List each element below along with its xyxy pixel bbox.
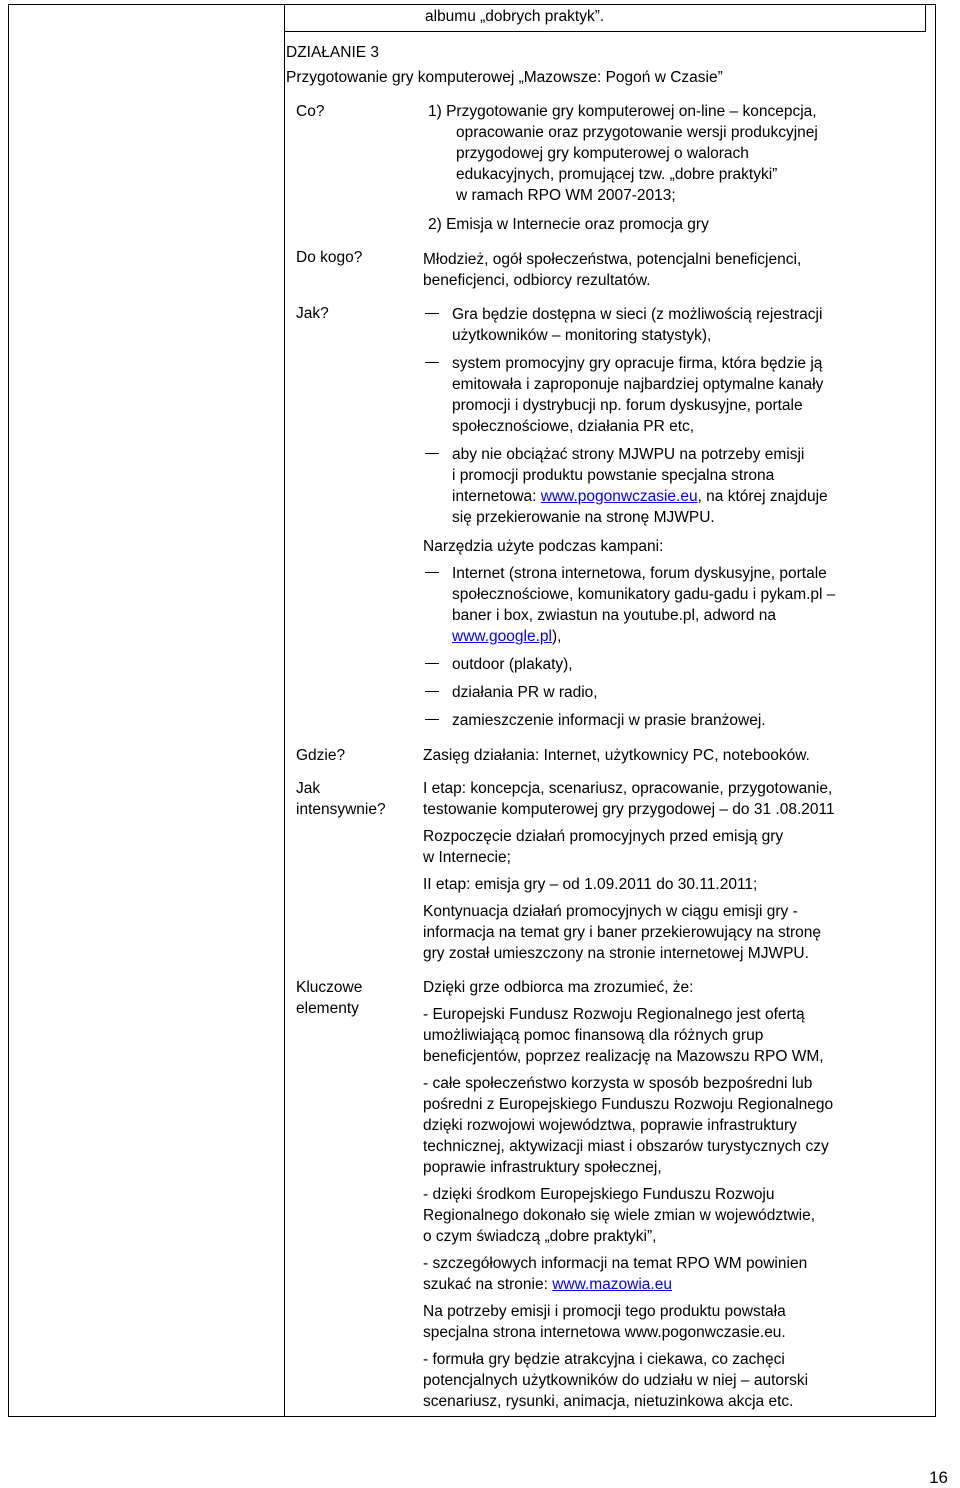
intensywnie-p1-line1: I etap: koncepcja, scenariusz, opracowanie, przygotowanie,	[423, 780, 833, 797]
dash-bullet	[425, 572, 439, 573]
label-do-kogo: Do kogo?	[296, 249, 363, 266]
kluczowe-k4-line2	[423, 1274, 672, 1295]
tools-t1-line3: baner i box, zwiastun na youtube.pl, adword na	[452, 607, 776, 624]
tools-heading: Narzędzia użyte podczas kampani:	[423, 538, 664, 555]
jak-b2-line1: system promocyjny gry opracuje firma, która będzie ją	[452, 355, 823, 372]
co-item1-line2: opracowanie oraz przygotowanie wersji produkcyjnej	[456, 124, 818, 141]
kluczowe-k4-line1: - szczegółowych informacji na temat RPO WM powinien	[423, 1255, 808, 1272]
intensywnie-p4-line3: gry został umieszczony na stronie internetowej MJWPU.	[423, 945, 809, 962]
jak-b3-line2: i promocji produktu powstanie specjalna strona	[452, 467, 775, 484]
label-gdzie: Gdzie?	[296, 747, 346, 764]
jak-b2-line2: emitowała i zaproponuje najbardziej optymalne kanały	[452, 376, 824, 393]
co-item1-line4: edukacyjnych, promującej tzw. „dobre praktyki”	[456, 166, 778, 183]
kluczowe-k1-line3: beneficjentów, poprzez realizację na Mazowszu RPO WM,	[423, 1048, 824, 1065]
label-jak: Jak?	[296, 305, 329, 322]
dash-bullet	[425, 453, 439, 454]
kluczowe-k3-line2: Regionalnego dokonało się wiele zmian w województwie,	[423, 1207, 816, 1224]
tools-t1-line2: społecznościowe, komunikatory gadu-gadu i pykam.pl –	[452, 586, 836, 603]
top-note: albumu „dobrych praktyk”.	[425, 8, 605, 25]
kluczowe-k1-line2: umożliwiającą pomoc finansową dla różnych grup	[423, 1027, 764, 1044]
dash-bullet	[425, 313, 439, 314]
jak-b3-line3	[452, 486, 828, 507]
jak-b3-link-suffix: , na której znajduje	[697, 488, 828, 505]
kluczowe-k2-line2: pośredni z Europejskiego Funduszu Rozwoju Regionalnego	[423, 1096, 834, 1113]
tools-t2: outdoor (plakaty),	[452, 656, 573, 673]
jak-b2-line3: promocji i dystrybucji np. forum dyskusyjne, portale	[452, 397, 803, 414]
label-kluczowe-1: Kluczowe	[296, 979, 363, 996]
intensywnie-p1-line2: testowanie komputerowej gry przygodowej – do 31 .08.2011	[423, 801, 835, 818]
section-title: DZIAŁANIE 3	[286, 44, 380, 61]
tools-t1-suffix: ),	[551, 628, 562, 645]
kluczowe-k5-line2: specjalna strona internetowa www.pogonwczasie.eu.	[423, 1324, 786, 1341]
kluczowe-k1-line1: - Europejski Fundusz Rozwoju Regionalnego jest ofertą	[423, 1006, 805, 1023]
intensywnie-p4-line1: Kontynuacja działań promocyjnych w ciągu emisji gry -	[423, 903, 798, 920]
kluczowe-k2-line5: poprawie infrastruktury społecznej,	[423, 1159, 662, 1176]
kluczowe-k2-line4: technicznej, aktywizacji miast i obszarów turystycznych czy	[423, 1138, 829, 1155]
label-co: Co?	[296, 103, 325, 120]
pogonwczasie-link[interactable]: www.pogonwczasie.eu	[540, 488, 698, 505]
jak-b3-link-prefix: internetowa:	[452, 488, 541, 505]
co-item1-line3: przygodowej gry komputerowej o walorach	[456, 145, 749, 162]
tools-t4: zamieszczenie informacji w prasie branżowej.	[452, 712, 766, 729]
co-item1-line1: 1) Przygotowanie gry komputerowej on-line – koncepcja,	[428, 103, 817, 120]
kluczowe-k2-line3: dzięki rozwojowi województwa, poprawie infrastruktury	[423, 1117, 797, 1134]
intensywnie-p2-line2: w Internecie;	[423, 849, 511, 866]
google-link[interactable]: www.google.pl	[452, 628, 552, 645]
do-kogo-line2: beneficjenci, odbiorcy rezultatów.	[423, 272, 651, 289]
tools-t1-line1: Internet (strona internetowa, forum dyskusyjne, portale	[452, 565, 827, 582]
kluczowe-k2-line1: - całe społeczeństwo korzysta w sposób bezpośredni lub	[423, 1075, 813, 1092]
label-jak-intensywnie-2: intensywnie?	[296, 801, 386, 818]
kluczowe-k5-line1: Na potrzeby emisji i promocji tego produktu powstała	[423, 1303, 786, 1320]
mazowia-link[interactable]: www.mazowia.eu	[552, 1276, 672, 1293]
dash-bullet	[425, 719, 439, 720]
tools-t1-line4	[452, 626, 561, 647]
jak-b3-line1: aby nie obciążać strony MJWPU na potrzeby emisji	[452, 446, 805, 463]
jak-b2-line4: społecznościowe, działania PR etc,	[452, 418, 695, 435]
do-kogo-line1: Młodzież, ogół społeczeństwa, potencjalni beneficjenci,	[423, 251, 802, 268]
gdzie-text: Zasięg działania: Internet, użytkownicy PC, notebooków.	[423, 747, 810, 764]
intensywnie-p4-line2: informacja na temat gry i baner przekierowujący na stronę	[423, 924, 822, 941]
kluczowe-k6-line2: potencjalnych użytkowników do udziału w niej – autorski	[423, 1372, 809, 1389]
kluczowe-k6-line3: scenariusz, rysunki, animacja, nietuzinkowa akcja etc.	[423, 1393, 794, 1410]
kluczowe-k3-line3: o czym świadczą „dobre praktyki”,	[423, 1228, 657, 1245]
tools-t3: działania PR w radio,	[452, 684, 598, 701]
kluczowe-k6-line1: - formuła gry będzie atrakcyjna i ciekawa, co zachęci	[423, 1351, 785, 1368]
kluczowe-intro: Dzięki grze odbiorca ma zrozumieć, że:	[423, 979, 694, 996]
dash-bullet	[425, 663, 439, 664]
dash-bullet	[425, 362, 439, 363]
intensywnie-p2-line1: Rozpoczęcie działań promocyjnych przed emisją gry	[423, 828, 784, 845]
jak-b3-line4: się przekierowanie na stronę MJWPU.	[452, 509, 715, 526]
section-subtitle: Przygotowanie gry komputerowej „Mazowsze: Pogoń w Czasie”	[286, 69, 723, 86]
label-jak-intensywnie-1: Jak	[296, 780, 321, 797]
jak-b1-line2: użytkowników – monitoring statystyk),	[452, 327, 712, 344]
co-item1-line5: w ramach RPO WM 2007-2013;	[456, 187, 676, 204]
top-note-cell	[284, 4, 926, 32]
label-kluczowe-2: elementy	[296, 1000, 359, 1017]
dash-bullet	[425, 691, 439, 692]
jak-b1-line1: Gra będzie dostępna w sieci (z możliwością rejestracji	[452, 306, 823, 323]
co-item2: 2) Emisja w Internecie oraz promocja gry	[428, 216, 709, 233]
intensywnie-p3: II etap: emisja gry – od 1.09.2011 do 30.11.2011;	[423, 876, 758, 893]
page-number: 16	[929, 1468, 948, 1487]
kluczowe-k4-prefix: szukać na stronie:	[423, 1276, 553, 1293]
kluczowe-k3-line1: - dzięki środkom Europejskiego Funduszu Rozwoju	[423, 1186, 775, 1203]
